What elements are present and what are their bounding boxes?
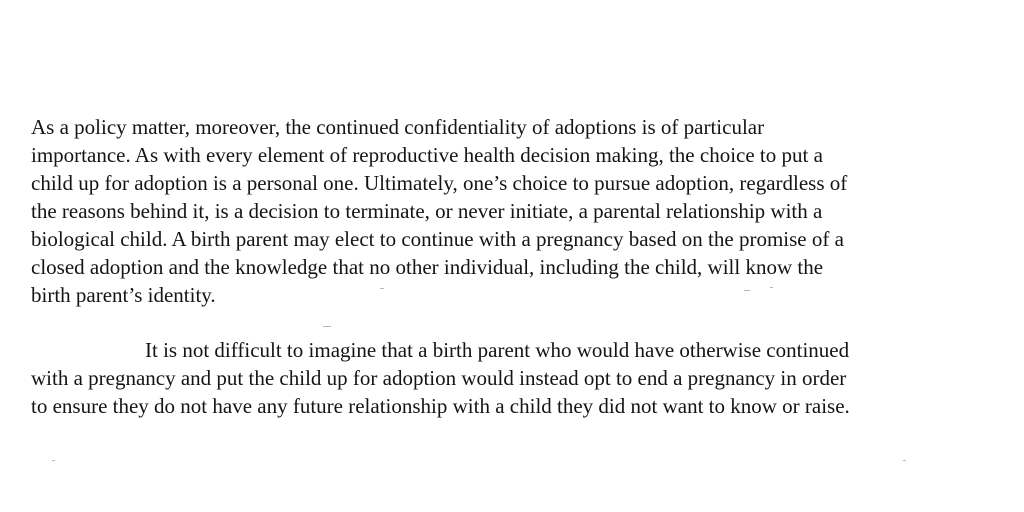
paragraph-line: importance. As with every element of reproductive health decision making, the choice to put a: [31, 143, 823, 167]
paragraph-line: It is not difficult to imagine that a birth parent who would have otherwise continued: [145, 338, 850, 362]
scan-speck: [770, 287, 773, 288]
scan-speck: [903, 460, 906, 461]
paragraph-line: with a pregnancy and put the child up for adoption would instead opt to end a pregnancy in order: [31, 366, 847, 390]
paragraph-confidentiality: [31, 113, 996, 309]
paragraph-line: child up for adoption is a personal one. Ultimately, one’s choice to pursue adoption, regardless of: [31, 171, 848, 195]
paragraph-line: closed adoption and the knowledge that no other individual, including the child, will know the: [31, 255, 824, 279]
scan-speck: [744, 290, 750, 291]
paragraph-line: the reasons behind it, is a decision to terminate, or never initiate, a parental relationship with a: [31, 199, 823, 223]
paragraph-line: birth parent’s identity.: [31, 283, 216, 307]
scan-speck: [52, 460, 55, 461]
scan-speck: [323, 326, 331, 327]
paragraph-line: biological child. A birth parent may elect to continue with a pregnancy based on the promise of a: [31, 227, 844, 251]
paragraph-line: As a policy matter, moreover, the continued confidentiality of adoptions is of particular: [31, 115, 765, 139]
scan-speck: [380, 288, 384, 289]
paragraph-birth-parent: [31, 336, 996, 420]
paragraph-line: to ensure they do not have any future relationship with a child they did not want to know or raise.: [31, 394, 850, 418]
